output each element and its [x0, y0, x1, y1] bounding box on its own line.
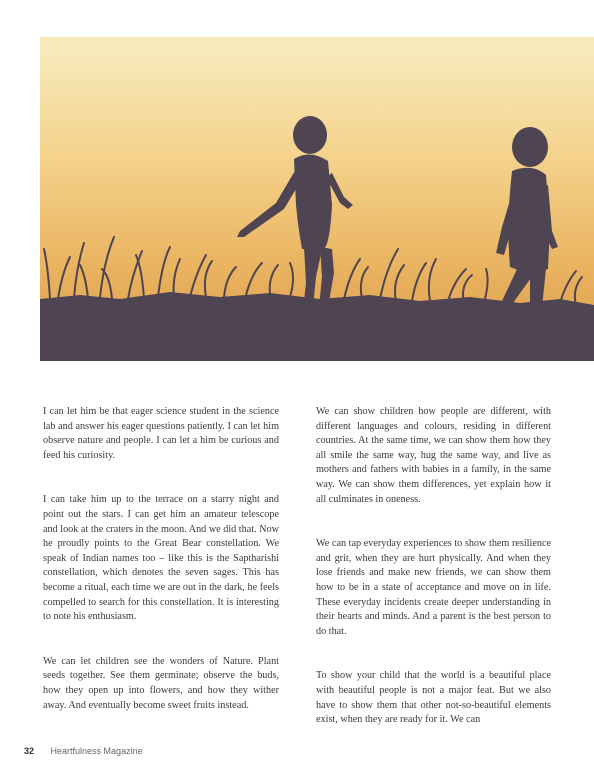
- paragraph: I can let him be that eager science student in the science lab and answer his eager questions patiently. I can let him observe nature and people. I can let a him be curious and feed his curiosity.: [43, 406, 279, 461]
- page-number: 32: [24, 746, 35, 756]
- paragraph: I can take him up to the terrace on a starry night and point out the stars. I can get him an amateur telescope and look at the craters in the moon. And we did that. Now he proudly points to the Great Bear constellation. We speak of Indian names too – like this is the Saptharishi constellation, which denotes the seven sages. This has become a ritual, each time we are out in the dark, he feels compelled to search for this constellation. It is interesting to note his enthusiasm.: [43, 494, 279, 623]
- paragraph: We can show children how people are different, with different languages and colours, residing in different countries. At the same time, we can show them how they all smile the same way, hug the same way, and live as mothers and fathers with babies in a family, in the same way. We can show them differences, yet explain how it all culminates in oneness.: [316, 406, 551, 505]
- article-column-left: [43, 405, 279, 743]
- children-silhouette-sunset-photo: [40, 37, 594, 361]
- page-footer: [24, 746, 143, 756]
- paragraph: To show your child that the world is a beautiful place with beautiful people is not a major feat. But we also have to show them that other not-so-beautiful elements exist, when they are ready for it. We can: [316, 670, 551, 726]
- article-column-right: [316, 405, 551, 758]
- paragraph: We can tap everyday experiences to show them resilience and grit, when they are hurt physically. And when they lose friends and make new friends, we can show them how to be in a state of acceptance and move on in life. These everyday incidents create deeper understanding in their hearts and minds. And a parent is the best person to do that.: [316, 538, 551, 637]
- header-photo: [40, 37, 594, 361]
- paragraph: We can let children see the wonders of Nature. Plant seeds together. See them germinate; observe the buds, how they open up into flowers, and how they wither away. And eventually become sweet fruits instead.: [43, 655, 279, 711]
- magazine-name: Heartfulness Magazine: [50, 746, 143, 756]
